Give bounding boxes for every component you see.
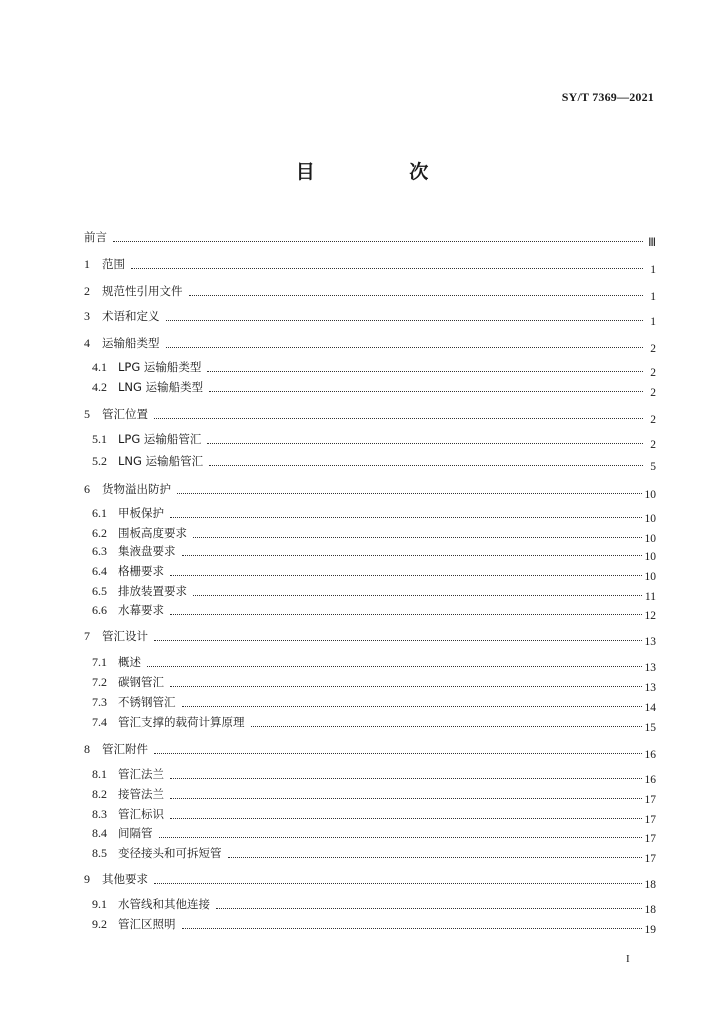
toc-entry-title: 排放装置要求 — [118, 584, 187, 598]
dot-leader — [154, 752, 642, 754]
toc-entry-title: 管汇位置 — [102, 407, 148, 421]
toc-entry-title: 间隔管 — [118, 826, 153, 840]
dot-leader — [189, 294, 644, 296]
toc-entry-title: 规范性引用文件 — [102, 284, 183, 298]
dot-leader — [170, 817, 642, 819]
toc-entry-number: 7.3 — [92, 695, 107, 709]
toc-entry-number: 5 — [84, 407, 90, 421]
dot-leader — [170, 613, 642, 615]
toc-entry-page: 1 — [650, 316, 656, 328]
toc-entry-page: 17 — [644, 833, 656, 845]
toc-entry[interactable] — [84, 479, 656, 501]
toc-entry-page: 2 — [650, 414, 656, 426]
toc-entry-number: 6.6 — [92, 603, 107, 617]
toc-entry[interactable] — [92, 523, 656, 545]
toc-entry-title: 术语和定义 — [102, 309, 160, 323]
toc-entry-title: 碳钢管汇 — [118, 675, 164, 689]
toc-entry-number: 6.5 — [92, 584, 107, 598]
toc-entry[interactable] — [92, 541, 656, 563]
toc-entry[interactable] — [92, 429, 656, 451]
dot-leader — [228, 856, 642, 858]
toc-entry[interactable] — [84, 306, 656, 328]
toc-entry-title: 管汇附件 — [102, 742, 148, 756]
toc-entry-page: 1 — [650, 291, 656, 303]
dot-leader — [113, 240, 643, 242]
toc-entry-title: LNG 运输船管汇 — [118, 454, 204, 468]
toc-entry[interactable] — [84, 254, 656, 276]
toc-entry-title: 货物溢出防护 — [102, 482, 171, 496]
toc-entry-number: 6.4 — [92, 564, 107, 578]
toc-entry[interactable] — [92, 764, 656, 786]
toc-entry-title: LNG 运输船类型 — [118, 380, 204, 394]
toc-entry-number: 3 — [84, 309, 90, 323]
dot-leader — [170, 797, 642, 799]
toc-entry-page: 17 — [644, 853, 656, 865]
toc-entry-page: 16 — [644, 774, 656, 786]
toc-entry[interactable] — [92, 503, 656, 525]
toc-entry[interactable] — [84, 333, 656, 355]
toc-entry-number: 6.2 — [92, 526, 107, 540]
dot-leader — [251, 725, 642, 727]
dot-leader — [182, 554, 642, 556]
toc-entry-title: 范围 — [102, 257, 125, 271]
toc-entry-title: 围板高度要求 — [118, 526, 187, 540]
dot-leader — [170, 777, 642, 779]
toc-entry-title: 管汇支撑的载荷计算原理 — [118, 715, 245, 729]
toc-entry-number: 8 — [84, 742, 90, 756]
toc-entry-page: 12 — [644, 610, 656, 622]
dot-leader — [182, 705, 642, 707]
dot-leader — [170, 574, 642, 576]
toc-entry-title: 变径接头和可拆短管 — [118, 846, 222, 860]
toc-entry[interactable] — [92, 804, 656, 826]
toc-entry[interactable] — [84, 739, 656, 761]
dot-leader — [193, 594, 642, 596]
toc-entry-title: LPG 运输船类型 — [118, 360, 202, 374]
toc-entry-number: 5.2 — [92, 454, 107, 468]
dot-leader — [131, 267, 643, 269]
toc-entry-page: 2 — [650, 387, 656, 399]
toc-entry[interactable] — [92, 377, 656, 399]
toc-entry-title: 管汇设计 — [102, 629, 148, 643]
toc-entry-page: 10 — [644, 533, 656, 545]
dot-leader — [166, 319, 644, 321]
toc-entry-number: 7.4 — [92, 715, 107, 729]
toc-entry-page: 10 — [644, 571, 656, 583]
toc-entry-number: 9 — [84, 872, 90, 886]
dot-leader — [159, 836, 642, 838]
dot-leader — [154, 639, 642, 641]
toc-entry-number: 7 — [84, 629, 90, 643]
dot-leader — [182, 927, 642, 929]
toc-entry-title: 概述 — [118, 655, 141, 669]
toc-entry-title: 管汇标识 — [118, 807, 164, 821]
dot-leader — [154, 882, 642, 884]
toc-entry-page: Ⅲ — [648, 237, 656, 249]
toc-entry-page: 2 — [650, 367, 656, 379]
toc-entry-page: 10 — [644, 489, 656, 501]
toc-entry[interactable] — [84, 281, 656, 303]
toc-entry-page: 13 — [644, 636, 656, 648]
toc-entry-page: 14 — [644, 702, 656, 714]
toc-entry-page: 18 — [644, 904, 656, 916]
toc-entry-number: 7.1 — [92, 655, 107, 669]
toc-entry-number: 9.1 — [92, 897, 107, 911]
toc-entry-title: LPG 运输船管汇 — [118, 432, 202, 446]
toc-entry[interactable] — [92, 914, 656, 936]
toc-entry-page: 10 — [644, 551, 656, 563]
page-title: 目 次 — [295, 161, 473, 183]
page-folio: I — [626, 953, 630, 965]
toc-entry[interactable] — [92, 451, 656, 473]
toc-entry-page: 2 — [650, 343, 656, 355]
toc-entry[interactable] — [92, 894, 656, 916]
toc-entry[interactable] — [92, 712, 656, 734]
dot-leader — [166, 346, 644, 348]
dot-leader — [170, 685, 642, 687]
dot-leader — [216, 907, 642, 909]
toc-entry[interactable] — [92, 692, 656, 714]
toc-entry-number: 4.1 — [92, 360, 107, 374]
toc-entry-page: 1 — [650, 264, 656, 276]
toc-entry-title: 集液盘要求 — [118, 544, 176, 558]
toc-entry-page: 17 — [644, 794, 656, 806]
toc-entry[interactable] — [92, 784, 656, 806]
toc-entry-title: 不锈钢管汇 — [118, 695, 176, 709]
dot-leader — [207, 370, 643, 372]
toc-entry-page: 10 — [644, 513, 656, 525]
toc-entry-number: 5.1 — [92, 432, 107, 446]
dot-leader — [177, 492, 642, 494]
toc-entry-title: 管汇法兰 — [118, 767, 164, 781]
toc-entry[interactable] — [84, 404, 656, 426]
dot-leader — [207, 442, 643, 444]
toc-entry-page: 2 — [650, 439, 656, 451]
toc-entry-page: 18 — [644, 879, 656, 891]
toc-entry-title: 其他要求 — [102, 872, 148, 886]
toc-entry-title: 前言 — [84, 230, 107, 244]
toc-entry-number: 7.2 — [92, 675, 107, 689]
toc-entry-page: 17 — [644, 814, 656, 826]
toc-entry-number: 6.3 — [92, 544, 107, 558]
toc-entry[interactable] — [92, 823, 656, 845]
toc-entry-number: 8.5 — [92, 846, 107, 860]
toc-entry[interactable] — [92, 843, 656, 865]
toc-entry-page: 11 — [644, 591, 656, 603]
standard-code: SY/T 7369—2021 — [561, 90, 654, 104]
dot-leader — [193, 536, 642, 538]
toc-entry-page: 15 — [644, 722, 656, 734]
toc-entry-title: 水管线和其他连接 — [118, 897, 210, 911]
toc-entry-number: 4 — [84, 336, 90, 350]
toc-entry-number: 6 — [84, 482, 90, 496]
toc-entry-number: 2 — [84, 284, 90, 298]
toc-entry-number: 1 — [84, 257, 90, 271]
dot-leader — [170, 516, 642, 518]
toc-entry[interactable] — [92, 561, 656, 583]
toc-entry-page: 5 — [650, 461, 656, 473]
dot-leader — [147, 665, 642, 667]
dot-leader — [209, 464, 643, 466]
toc-entry[interactable] — [92, 672, 656, 694]
toc-entry[interactable] — [92, 600, 656, 622]
toc-entry-title: 管汇区照明 — [118, 917, 176, 931]
table-of-contents — [84, 0, 656, 1024]
toc-entry-number: 6.1 — [92, 506, 107, 520]
toc-entry-title: 格栅要求 — [118, 564, 164, 578]
toc-entry-title: 甲板保护 — [118, 506, 164, 520]
toc-entry-number: 8.3 — [92, 807, 107, 821]
toc-entry-number: 8.2 — [92, 787, 107, 801]
toc-entry[interactable] — [84, 869, 656, 891]
dot-leader — [209, 390, 643, 392]
toc-entry[interactable] — [92, 581, 656, 603]
toc-entry-title: 水幕要求 — [118, 603, 164, 617]
toc-entry[interactable] — [92, 652, 656, 674]
toc-entry-number: 8.1 — [92, 767, 107, 781]
toc-entry[interactable] — [84, 227, 656, 249]
toc-entry-page: 16 — [644, 749, 656, 761]
toc-entry-number: 4.2 — [92, 380, 107, 394]
toc-entry[interactable] — [92, 357, 656, 379]
toc-entry[interactable] — [84, 626, 656, 648]
toc-entry-page: 19 — [644, 924, 656, 936]
toc-entry-title: 接管法兰 — [118, 787, 164, 801]
dot-leader — [154, 417, 643, 419]
toc-entry-number: 8.4 — [92, 826, 107, 840]
toc-entry-page: 13 — [644, 682, 656, 694]
toc-entry-page: 13 — [644, 662, 656, 674]
toc-entry-number: 9.2 — [92, 917, 107, 931]
toc-entry-title: 运输船类型 — [102, 336, 160, 350]
